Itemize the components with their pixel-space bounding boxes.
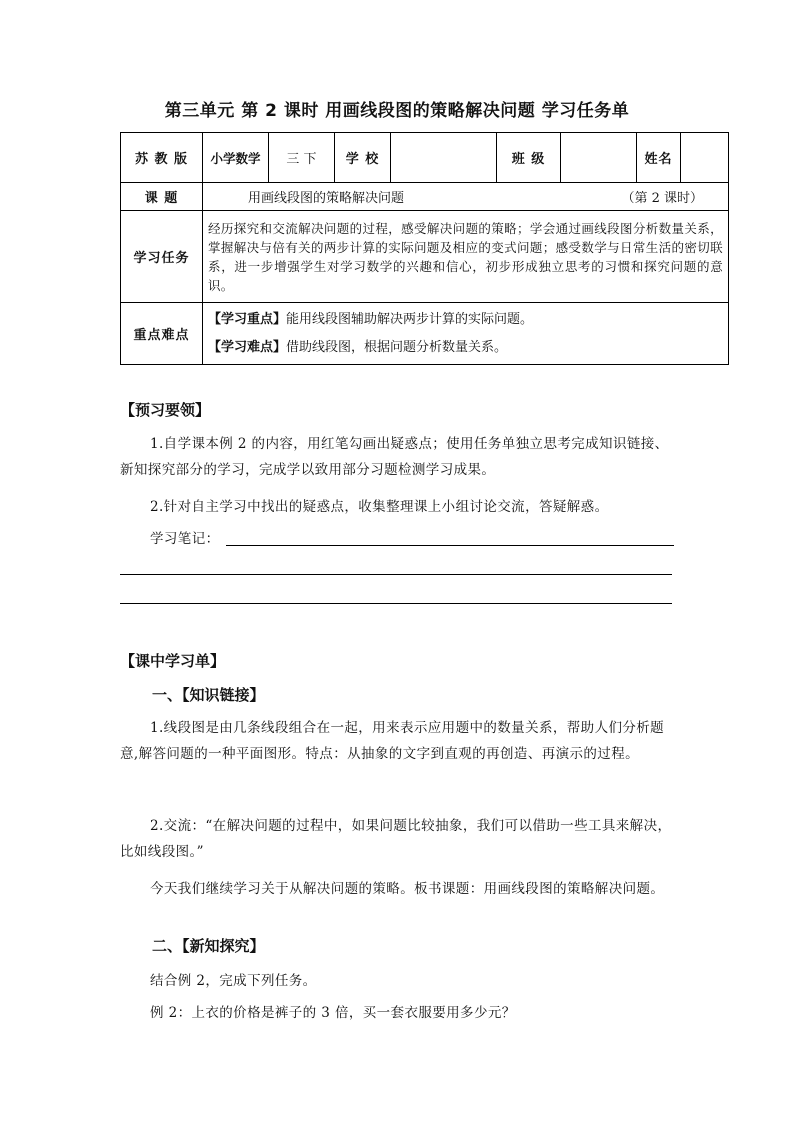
key-label: 重点难点 (121, 303, 203, 365)
notes-line-2[interactable] (120, 574, 672, 575)
example-2: 例 2：上衣的价格是裤子的 3 倍，买一套衣服要用多少元？ (150, 1005, 516, 1021)
task-value: 经历探究和交流解决问题的过程，感受解决问题的策略；学会通过画线段图分析数量关系，掌握解决与倍有关的两步计算的实际问题及相应的变式问题；感受数学与日常生活的密切联系，进一步增强学生对学习数学的兴趣和信心，初步形成独立思考的习惯和探究问题的意识。 (203, 211, 729, 303)
lesson-value: 用画线段图的策略解决问题 (248, 191, 405, 206)
lesson-period: （第 2 课时） (621, 191, 703, 206)
preview-item-2: 2.针对自主学习中找出的疑惑点，收集整理课上小组讨论交流，答疑解惑。 (150, 499, 609, 515)
notes-line-3[interactable] (120, 603, 672, 604)
task-label: 学习任务 (121, 211, 203, 303)
knowledge-p3: 今天我们继续学习关于从解决问题的策略。板书课题：用画线段图的策略解决问题。 (150, 881, 665, 897)
lesson-label: 课 题 (121, 183, 203, 211)
class-sheet-heading: 【课中学习单】 (120, 652, 226, 670)
knowledge-link-heading: 一、【知识链接】 (152, 686, 265, 704)
publisher-cell: 苏 教 版 (121, 133, 203, 183)
name-value (681, 133, 729, 183)
key-point-tag: 【学习重点】 (208, 311, 287, 327)
info-table (120, 132, 729, 365)
new-knowledge-heading: 二、【新知探究】 (152, 937, 265, 955)
explore-p1: 结合例 2，完成下列任务。 (150, 973, 317, 989)
notes-label: 学习笔记： (150, 531, 220, 547)
key-point-text: 能用线段图辅助解决两步计算的实际问题。 (286, 311, 534, 327)
class-label: 班 级 (497, 133, 561, 183)
key-cell (203, 303, 729, 365)
lesson-cell (203, 183, 729, 211)
preview-heading: 【预习要领】 (120, 401, 211, 419)
name-label: 姓名 (637, 133, 681, 183)
knowledge-p1: 1.线段图是由几条线段组合在一起，用来表示应用题中的数量关系，帮助人们分析题意,解答问题的一种平面图形。特点：从抽象的文字到直观的再创造、再演示的过程。 (120, 720, 665, 762)
knowledge-p2: 2.交流：“在解决问题的过程中，如果问题比较抽象，我们可以借助一些工具来解决，比如线段图。” (120, 818, 672, 860)
preview-item-1: 1.自学课本例 2 的内容，用红笔勾画出疑惑点；使用任务单独立思考完成知识链接、新知探究部分的学习，完成学以致用部分习题检测学习成果。 (120, 436, 669, 478)
subject-cell: 小学数学 (203, 133, 269, 183)
school-value (391, 133, 497, 183)
page-title: 第三单元 第 2 课时 用画线段图的策略解决问题 学习任务单 (164, 101, 630, 121)
difficulty-tag: 【学习难点】 (208, 339, 287, 355)
school-label: 学 校 (335, 133, 391, 183)
class-value (561, 133, 637, 183)
grade-cell: 三 下 (269, 133, 335, 183)
notes-line-1[interactable] (226, 545, 674, 546)
difficulty-text: 借助线段图，根据问题分析数量关系。 (286, 339, 508, 355)
